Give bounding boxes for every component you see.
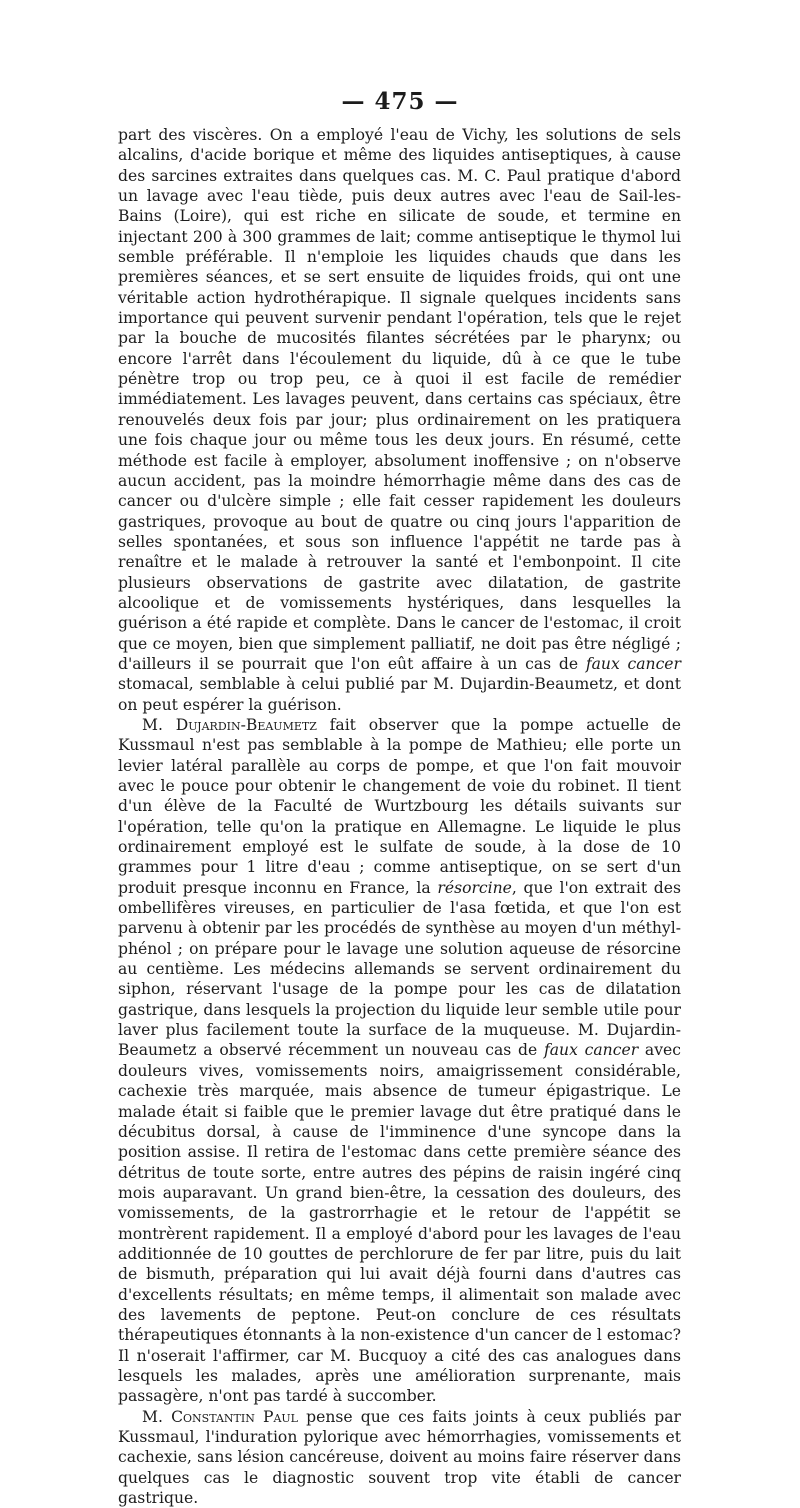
page-number: — 475 —	[341, 88, 459, 115]
paragraph-constantin-paul	[118, 1407, 681, 1508]
speaker-name-dujardin-beaumetz: Dujardin-Beaumetz	[175, 715, 317, 734]
text-segment: avec douleurs vives, vomissements noirs, amaigrissement considérable, cachexie très marquée, mais absence de tumeur épigastrique. Le malade était si faible que le premier lavage dut être pratiqué dans le décubitus dorsal, à cause de l'imminence d'une syncope dans la position assise. Il retira de l'estomac dans cette première séance des détritus de toute sorte, entre autres des pépins de raisin ingéré cinq mois auparavant. Un grand bien-être, la cessation des douleurs, des vomissements, de la gastrorrhagie et le retour de l'appétit se montrèrent rapidement. Il a employé d'abord pour les lavages de l'eau additionnée de 10 gouttes de perchlorure de fer par litre, puis du lait de bismuth, préparation qui lui avait déjà fourni dans d'autres cas d'excellents résultats; en même temps, il alimentait son malade avec des lavements de peptone. Peut-on conclure de ces résultats thérapeutiques étonnants à la non-existence d'un cancer de l estomac? Il n'oserait l'affirmer, car M. Bucquoy a cité des cas analogues dans lesquels les malades, après une amélioration surprenante, mais passagère, n'ont pas tardé à succomber.	[118, 1041, 681, 1406]
italic-term-resorcine: résorcine	[437, 878, 512, 897]
text-segment: pense que ces faits joints à ceux publiés par Kussmaul, l'induration pylorique avec hémorrhagies, vomissements et cachexie, sans lésion cancéreuse, doivent au moins faire réserver dans quelques cas le diagnostic souvent trop vite établi de cancer gastrique.	[118, 1407, 681, 1508]
text-segment: M.	[142, 715, 176, 734]
text-segment: , que l'on extrait des ombellifères vireuses, en particulier de l'asa fœtida, et que l'on est parvenu à obtenir par les procédés de synthèse au moyen d'un méthyl-phénol ; on prépare pour le lavage une solution aqueuse de résorcine au centième. Les médecins allemands se servent ordinairement du siphon, réservant l'usage de la pompe pour les cas de dilatation gastrique, dans lesquels la projection du liquide leur semble utile pour laver plus facilement toute la surface de la muqueuse. M. Dujardin-Beaumetz a observé récemment un nouveau cas de	[118, 878, 682, 1060]
text-segment: M.	[142, 1407, 172, 1426]
italic-term-faux-cancer: faux cancer	[543, 1041, 639, 1060]
text-segment: stomacal, semblable à celui publié par M. Dujardin-Beaumetz, et dont on peut espérer la guérison.	[118, 675, 681, 714]
body-text	[118, 125, 681, 1508]
italic-term-faux-cancer: faux cancer	[585, 654, 681, 673]
text-segment: fait observer que la pompe actuelle de Kussmaul n'est pas semblable à la pompe de Mathieu; elle porte un levier latéral parallèle au corps de pompe, et que l'on fait mouvoir avec le pouce pour obtenir le changement de voie du robinet. Il tient d'un élève de la Faculté de Wurtzbourg les détails suivants sur l'opération, telle qu'on la pratique en Allemagne. Le liquide le plus ordinairement employé est le sulfate de soude, à la dose de 10 grammes pour 1 litre d'eau ; comme antiseptique, on se sert d'un produit presque inconnu en France, la	[118, 715, 681, 897]
paragraph-lavage-method	[118, 125, 681, 715]
paragraph-dujardin-beaumetz	[118, 715, 681, 1407]
text-segment: part des viscères. On a employé l'eau de Vichy, les solutions de sels alcalins, d'acide borique et même des liquides antiseptiques, à cause des sarcines extraites dans quelques cas. M. C. Paul pratique d'abord un lavage avec l'eau tiède, puis deux autres avec l'eau de Sail-les-Bains (Loire), qui est riche en silicate de soude, et termine en injectant 200 à 300 grammes de lait; comme antiseptique le thymol lui semble préférable. Il n'emploie les liquides chauds que dans les premières séances, et se sert ensuite de liquides froids, qui ont une véritable action hydrothérapique. Il signale quelques incidents sans importance qui peuvent survenir pendant l'opération, tels que le rejet par la bouche de mucosités filantes sécrétées par le pharynx; ou encore l'arrêt dans l'écoulement du liquide, dû à ce que le tube pénètre trop ou trop peu, ce à quoi il est facile de remédier immédiatement. Les lavages peuvent, dans certains cas spéciaux, être renouvelés deux fois par jour; plus ordinairement on les pratiquera une fois chaque jour ou même tous les deux jours. En résumé, cette méthode est facile à employer, absolument inoffensive ; on n'observe aucun accident, pas la moindre hémorrhagie même dans des cas de cancer ou d'ulcère simple ; elle fait cesser rapidement les douleurs gastriques, provoque au bout de quatre ou cinq jours l'apparition de selles spontanées, et sous son influence l'appétit ne tarde pas à renaître et le malade à retrouver la santé et l'embonpoint. Il cite plusieurs observations de gastrite avec dilatation, de gastrite alcoolique et de vomissements hystériques, dans lesquelles la guérison a été rapide et complète. Dans le cancer de l'estomac, il croit que ce moyen, bien que simplement palliatif, ne doit pas être négligé ; d'ailleurs il se pourrait que l'on eût affaire à un cas de	[118, 126, 681, 673]
speaker-name-constantin-paul: Constantin Paul	[171, 1407, 298, 1426]
